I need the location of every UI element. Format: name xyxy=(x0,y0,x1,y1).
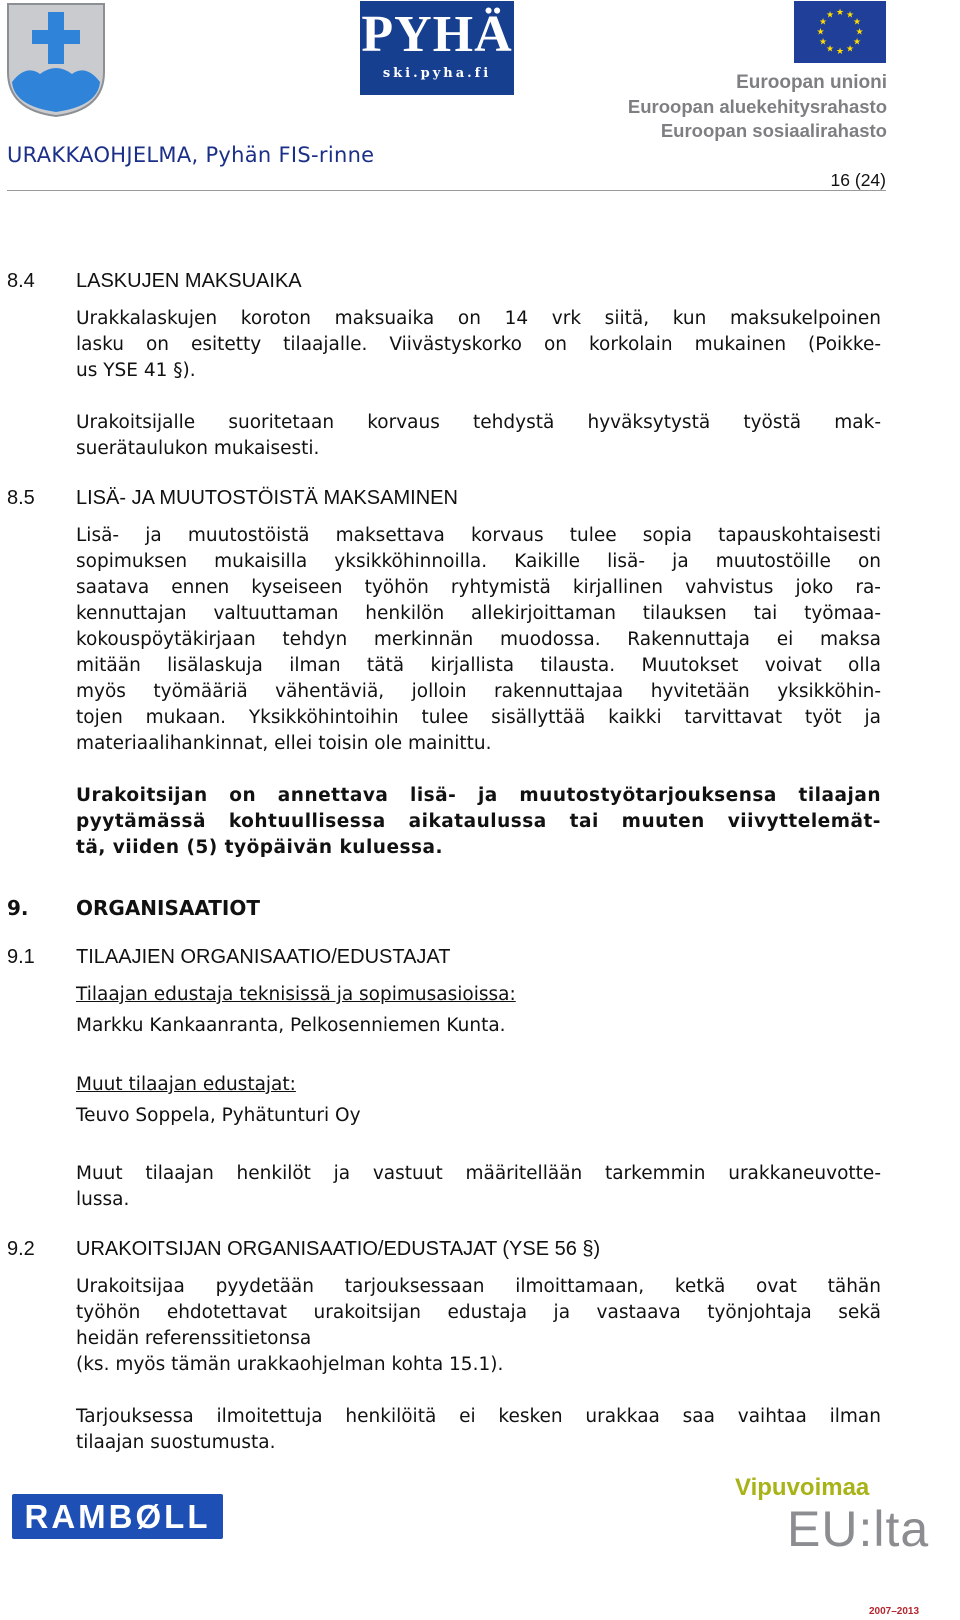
section-title: URAKOITSIJAN ORGANISAATIO/EDUSTAJAT (YSE 56 §) xyxy=(76,1238,601,1260)
svg-text:★: ★ xyxy=(818,17,828,28)
section-9-1-note xyxy=(76,1161,881,1213)
section-8-4-paragraph-1 xyxy=(76,306,881,384)
pyha-logo-text: PYHÄ xyxy=(361,6,513,63)
text-line: lasku on esitetty tilaajalle. Viivästyskorko on korkolain mukainen (Poikke- xyxy=(76,334,881,355)
svg-text:★: ★ xyxy=(855,27,864,38)
section-title: TILAAJIEN ORGANISAATIO/EDUSTAJAT xyxy=(76,946,451,968)
eu-funding-text xyxy=(628,70,887,143)
svg-text:★: ★ xyxy=(835,8,845,18)
text-line: suerätaulukon mukaisesti. xyxy=(76,438,320,459)
text-line: Tarjouksessa ilmoitettuja henkilöitä ei kesken urakkaa saa vaihtaa ilman xyxy=(76,1406,881,1427)
header-divider xyxy=(7,190,886,191)
text-line: Urakoitsijalle suoritetaan korvaus tehdystä hyväksytystä työstä mak- xyxy=(76,412,881,433)
vipuvoimaa-eu-logo xyxy=(735,1474,931,1620)
text-line: sopimuksen mukaisilla yksikköhinnoilla. Kaikille lisä- ja muutostöille on xyxy=(76,551,881,572)
text-line: Urakoitsijaa pyydetään tarjouksessaan ilmoittamaan, ketkä ovat tähän xyxy=(76,1276,881,1297)
svg-text:★: ★ xyxy=(845,44,855,55)
section-number: 8.4 xyxy=(7,270,35,292)
vipu-years: 2007–2013 xyxy=(869,1606,920,1617)
section-number: 9.2 xyxy=(7,1238,35,1260)
text-line: pyytämässä kohtuullisessa aikataulussa tai muuten viivyttelemät- xyxy=(76,811,881,832)
text-line: myös työmääriä vähentäviä, jolloin rakennuttajaa hyvitetään yksikköhin- xyxy=(76,681,881,702)
svg-text:★: ★ xyxy=(825,10,835,21)
underlined-label: Muut tilaajan edustajat: xyxy=(76,1074,296,1095)
section-9-2-paragraph-1 xyxy=(76,1274,881,1378)
underlined-label: Tilaajan edustaja teknisissä ja sopimusasioissa: xyxy=(76,984,516,1005)
section-8-5-heading xyxy=(7,485,887,511)
svg-text:★: ★ xyxy=(816,27,825,38)
municipality-crest-logo xyxy=(6,2,106,118)
other-representatives-label xyxy=(76,1072,881,1098)
text-line: heidän referenssitietonsa xyxy=(76,1328,312,1349)
vipu-title: Vipuvoimaa xyxy=(735,1474,870,1501)
text-line: kokouspöytäkirjaan tehdyn merkinnän muodossa. Rakennuttaja ei maksa xyxy=(76,629,881,650)
svg-text:★: ★ xyxy=(818,37,828,48)
section-9-2-heading xyxy=(7,1236,887,1262)
section-title: ORGANISAATIOT xyxy=(76,896,261,920)
section-9-2-paragraph-2 xyxy=(76,1404,881,1456)
other-representatives-value: Teuvo Soppela, Pyhätunturi Oy xyxy=(76,1105,361,1126)
eu-flag-icon xyxy=(794,1,886,63)
text-line: materiaalihankinnat, ellei toisin ole mainittu. xyxy=(76,733,492,754)
text-line: mitään lisälaskuja ilman tätä kirjallista tilausta. Muutokset voivat olla xyxy=(76,655,881,676)
page-number: 16 (24) xyxy=(830,170,886,190)
text-line: tilaajan suostumusta. xyxy=(76,1432,276,1453)
section-8-5-paragraph xyxy=(76,523,881,757)
section-number: 9. xyxy=(7,896,29,920)
text-line: (ks. myös tämän urakkaohjelman kohta 15.1). xyxy=(76,1354,504,1375)
text-line: kennuttajan valtuuttaman henkilön allekirjoittaman tilauksen tai työmaa- xyxy=(76,603,881,624)
text-line: työhön ehdotettavat urakoitsijan edustaja ja vastaava työnjohtaja sekä xyxy=(76,1302,881,1323)
svg-text:★: ★ xyxy=(825,44,835,55)
text-line: saatava ennen kyseiseen työhön ryhtymistä kirjallinen vahvistus joko ra- xyxy=(76,577,881,598)
section-8-4-paragraph-2 xyxy=(76,410,881,462)
pyha-logo-url: ski.pyha.fi xyxy=(382,66,492,81)
text-line: tojen mukaan. Yksikköhintoihin tulee sisällyttää kaikki tarvittavat työt ja xyxy=(76,707,881,728)
client-representative-value: Markku Kankaanranta, Pelkosenniemen Kunta. xyxy=(76,1015,506,1036)
section-8-4-heading xyxy=(7,268,887,294)
section-number: 9.1 xyxy=(7,946,35,968)
text-line: Muut tilaajan henkilöt ja vastuut määritellään tarkemmin urakkaneuvotte- xyxy=(76,1163,881,1184)
svg-text:★: ★ xyxy=(835,47,845,57)
ramboll-logo: RAMBØLL xyxy=(12,1494,223,1539)
svg-text:★: ★ xyxy=(852,17,862,28)
section-number: 8.5 xyxy=(7,487,35,509)
section-8-5-bold-paragraph xyxy=(76,783,881,861)
pyha-ski-logo xyxy=(360,1,514,95)
vipu-eu-text: EU:lta xyxy=(787,1501,930,1557)
svg-text:★: ★ xyxy=(845,10,855,21)
eu-line-3: Euroopan sosiaalirahasto xyxy=(660,120,887,141)
text-line: Urakoitsijan on annettava lisä- ja muutostyötarjouksensa tilaajan xyxy=(76,785,881,806)
eu-line-2: Euroopan aluekehitysrahasto xyxy=(627,96,887,117)
text-line: Lisä- ja muutostöistä maksettava korvaus tulee sopia tapauskohtaisesti xyxy=(76,525,881,546)
svg-text:★: ★ xyxy=(852,37,862,48)
section-title: LASKUJEN MAKSUAIKA xyxy=(76,270,302,292)
section-9-heading xyxy=(7,895,887,921)
section-9-1-heading xyxy=(7,944,887,970)
section-title: LISÄ- JA MUUTOSTÖISTÄ MAKSAMINEN xyxy=(76,487,458,509)
text-line: us YSE 41 §). xyxy=(76,360,196,381)
client-representative-label xyxy=(76,982,881,1008)
text-line: tä, viiden (5) työpäivän kuluessa. xyxy=(76,837,444,858)
text-line: lussa. xyxy=(76,1189,130,1210)
text-line: Urakkalaskujen koroton maksuaika on 14 vrk siitä, kun maksukelpoinen xyxy=(76,308,881,329)
document-title: URAKKAOHJELMA, Pyhän FIS-rinne xyxy=(7,143,375,167)
eu-line-1: Euroopan unioni xyxy=(736,72,887,93)
